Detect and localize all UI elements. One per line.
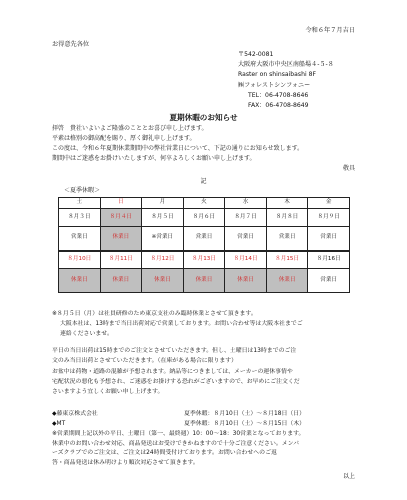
status-cell: 休業日 xyxy=(142,269,184,293)
status-cell: 休業日 xyxy=(100,269,142,293)
business-hours-notes xyxy=(52,430,304,468)
status-cell: ※営業日 xyxy=(142,227,184,251)
week2-status-row xyxy=(59,269,350,293)
weekday-cell: 月 xyxy=(142,198,184,209)
date-cell: ８月13日 xyxy=(183,251,225,269)
note-line: ※８月５日（月）は社員研修のため東京支社のみ臨時休業とさせて頂きます。 xyxy=(52,311,257,317)
date-cell: ８月14日 xyxy=(225,251,267,269)
status-cell: 営業日 xyxy=(266,227,308,251)
note-line: 連絡くださいませ。 xyxy=(60,331,113,337)
date-cell: ８月５日 xyxy=(142,209,184,227)
document-date: 令和６年７月吉日 xyxy=(305,27,355,34)
status-cell: 営業日 xyxy=(308,269,350,293)
company-holiday-list xyxy=(52,409,306,429)
date-cell: ８月15日 xyxy=(266,251,308,269)
date-cell: ８月４日 xyxy=(100,209,142,227)
status-cell: 休業日 xyxy=(59,269,101,293)
sender-tel: TEL：06-4708-8646 xyxy=(248,91,309,99)
week2-date-row xyxy=(59,251,350,269)
company-row xyxy=(52,419,306,429)
note-line: 答・商品発送は休み明けより順次対応させて頂きます。 xyxy=(52,459,199,466)
note-line: ※営業期間上記以外の平日、土曜日（第一、最終週）10：00～18：30営業となっております。 xyxy=(52,431,305,437)
status-cell: 営業日 xyxy=(59,227,101,251)
weekday-cell: 水 xyxy=(225,198,267,209)
closing-keigu: 敬具 xyxy=(342,165,355,172)
week1-date-row xyxy=(59,209,350,227)
date-cell: ８月16日 xyxy=(308,251,350,269)
shipping-cutoff-paragraph xyxy=(52,346,296,366)
sender-company: ㈱フォレストシンフォニー xyxy=(238,81,311,89)
body-line: 拝啓 貴社いよいよご隆盛のこととお喜び申し上げます。 xyxy=(52,125,208,132)
status-cell: 営業日 xyxy=(225,227,267,251)
addressee: お得意先各位 xyxy=(52,41,90,48)
company-row xyxy=(52,409,306,419)
sender-address: 大阪府大阪市中央区南船場４-５-８ xyxy=(238,61,334,69)
status-cell: 休業日 xyxy=(100,227,142,251)
ki-heading: 記 xyxy=(200,178,207,185)
status-cell: 営業日 xyxy=(183,227,225,251)
date-cell: ８月８日 xyxy=(266,209,308,227)
date-cell: ８月９日 xyxy=(308,209,350,227)
weekday-cell: 金 xyxy=(308,198,350,209)
sender-building: Raster on shinsaibashi 8F xyxy=(238,71,316,79)
status-cell: 休業日 xyxy=(266,269,308,293)
paragraph-line: 宅配状況の悪化も予想され、ご迷惑をお掛けする恐れがございますので、お早めにご注文くだ xyxy=(52,379,300,385)
paragraph-line: さいますよう宜しくお願い申し上げます。 xyxy=(52,389,164,395)
calendar-label: ＜夏季休暇＞ xyxy=(64,187,101,194)
greeting-body xyxy=(52,124,303,164)
calendar-notes xyxy=(52,309,303,339)
sender-block xyxy=(238,50,334,111)
sender-postal: 〒542-0081 xyxy=(238,51,274,58)
note-line: 休業中のお問い合わせ対応、商品発送はお受けできかねますので十分ご注意ください。メンバ xyxy=(52,440,299,447)
status-cell: 休業日 xyxy=(225,269,267,293)
document-title: 夏期休暇のお知らせ xyxy=(169,113,238,122)
weekday-cell: 木 xyxy=(266,198,308,209)
company-period: 夏季休暇：８月10日（土）～８月18日（日） xyxy=(184,411,306,417)
weekday-cell: 火 xyxy=(183,198,225,209)
holiday-calendar xyxy=(58,197,350,293)
body-line: 期間中はご迷惑をお掛けいたしますが、何卒よろしくお願い申し上げます。 xyxy=(52,155,256,162)
body-line: 平素は格別の御高配を賜り、厚く御礼申し上げます。 xyxy=(52,135,196,142)
weekday-row xyxy=(59,198,350,209)
date-cell: ８月10日 xyxy=(59,251,101,269)
closing-ijo: 以上 xyxy=(342,473,355,480)
paragraph-line: 文のみ当日出荷とさせていただきます。（在庫がある場合に限ります） xyxy=(52,358,238,364)
date-cell: ８月12日 xyxy=(142,251,184,269)
note-line: 大阪本社は、13時まで当日出荷対応で営業しております。お問い合わせ等は大阪本社までご xyxy=(60,321,303,327)
obon-notice-paragraph xyxy=(52,367,300,397)
weekday-cell: 日 xyxy=(100,198,142,209)
body-line: この度は、令和６年夏期休業期間中の弊社営業日について、下記の通りにお知らせ致します。 xyxy=(52,145,304,152)
date-cell: ８月３日 xyxy=(59,209,101,227)
weekday-cell: 土 xyxy=(59,198,101,209)
company-period: 夏季休暇：８月10日（土）～８月15日（木） xyxy=(184,421,306,427)
status-cell: 休業日 xyxy=(183,269,225,293)
paragraph-line: 平日の当日出荷は15時までのご注文とさせていただきます。但し、土曜日は13時までのご注 xyxy=(52,348,297,354)
date-cell: ８月７日 xyxy=(225,209,267,227)
date-cell: ８月11日 xyxy=(100,251,142,269)
status-cell: 営業日 xyxy=(308,227,350,251)
company-name: ◆MT xyxy=(52,421,66,427)
note-line: ーズクラブでのご注文は、ご注文は24時間受付けております。お問い合わせへのご返 xyxy=(52,450,277,456)
date-cell: ８月６日 xyxy=(183,209,225,227)
week1-status-row xyxy=(59,227,350,251)
paragraph-line: お盆中は荷物・道路の混雑が予想されます。納品等につきましては、メーカーの運休事情や xyxy=(52,369,293,375)
sender-fax: FAX：06-4708-8649 xyxy=(248,102,309,110)
company-name: ◆藤東京株式会社 xyxy=(52,411,98,417)
